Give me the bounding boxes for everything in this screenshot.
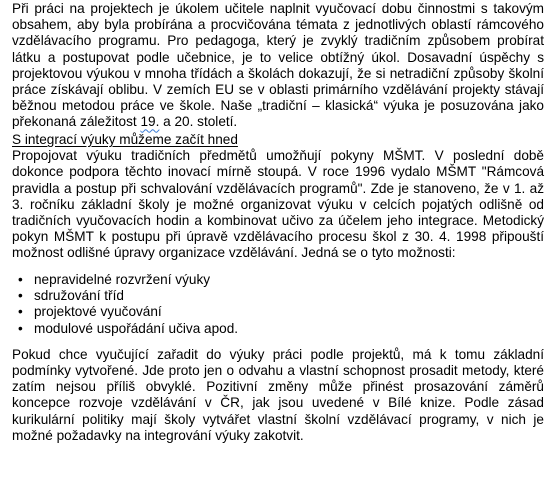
paragraph-intro-text: Při práci na projektech je úkolem učitele naplnit vyučovací dobu činnostmi s takovým obsahem, aby byla probírána a procvičována témata z jednotlivých oblastí rámcového vzdělávacího programu. Pro pedagoga, který je zvyklý tradičním způsobem probírat látku a postupovat podle učebnice, je to velice obtížný úkol. Dosavadní úspěchy s projektovou výukou v mnoha třídách a školách dokazují, že si netradiční způsoby školní práce získávají oblibu. V zemích EU se v oblasti primárního vzdělávání projekty stávají běžnou metodou práce ve škole. Naše „tradiční – klasická“ výuka je posuzována jako překonaná záležitost bbox=[12, 1, 544, 130]
section-heading: S integrací výuky můžeme začít hned bbox=[12, 132, 238, 147]
list-item-text: nepravidelné rozvržení výuky bbox=[34, 271, 211, 287]
list-item-text: modulové uspořádání učiva apod. bbox=[34, 320, 239, 336]
document-body bbox=[12, 1, 544, 444]
bullet-icon: • bbox=[18, 271, 23, 287]
paragraph-conclusion: Pokud chce vyučující zařadit do výuky práci podle projektů, má k tomu základní podmínky vytvořené. Jde proto jen o odvahu a vlastní schopnost prosadit metody, které zatím nejsou příliš obvyklé. Pozitivní změny může přinést prosazování záměrů koncepce rozvoje vzdělávání v ČR, jak jsou uvedené v Bílé knize. Podle zásad kurikulární politiky mají školy vytvářet vlastní školní vzdělávací programy, v nich je možné požadavky na integrování výuky zakotvit. bbox=[12, 346, 544, 443]
paragraph-intro bbox=[12, 1, 544, 132]
paragraph-intro-end: a 20. století. bbox=[163, 114, 238, 130]
bullet-icon: • bbox=[18, 287, 23, 303]
list-item-text: projektové vyučování bbox=[34, 304, 162, 320]
bullet-icon: • bbox=[18, 304, 23, 320]
paragraph-guidelines: Propojovat výuku tradičních předmětů umožňují pokyny MŠMT. V poslední době dokonce podpora těchto inovací mírně stoupá. V roce 1996 vydalo MŠMT "Rámcová pravidla a postup při schvalování vzdělávacích programů". Zde je stanoveno, že v 1. až 3. ročníku základní školy je možné organizovat výuku v celcích pojatých odlišně od tradičních vyučovacích hodin a kombinovat učivo za účelem jeho integrace. Metodický pokyn MŠMT k postupu při úpravě vzdělávacího procesu škol z 30. 4. 1998 připouští možnost odlišné úpravy organizace vzdělávání. Jedná se o tyto možnosti: bbox=[12, 148, 544, 261]
list-item bbox=[18, 304, 544, 320]
list-item bbox=[18, 272, 544, 288]
list-item-text: sdružování tříd bbox=[34, 287, 124, 303]
list-item bbox=[18, 321, 544, 337]
options-list bbox=[12, 272, 544, 337]
list-item bbox=[18, 288, 544, 304]
bullet-icon: • bbox=[18, 320, 23, 336]
spellcheck-marked-word[interactable]: 19. bbox=[140, 114, 160, 130]
